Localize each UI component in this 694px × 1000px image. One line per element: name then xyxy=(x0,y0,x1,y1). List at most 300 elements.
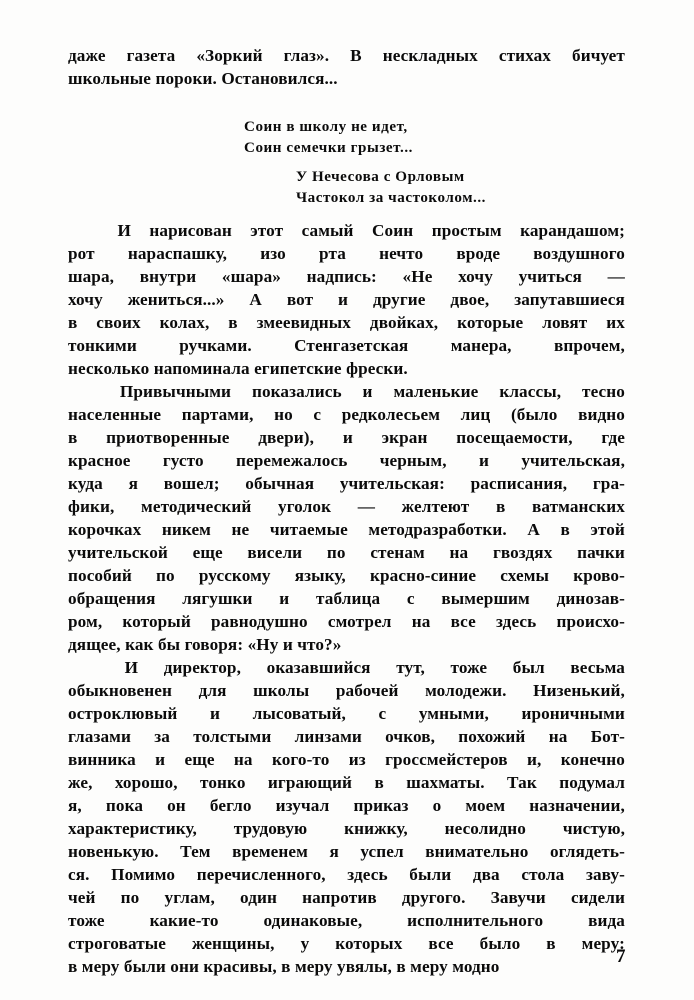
word: моем xyxy=(465,796,506,815)
word: — xyxy=(357,497,376,516)
word: о xyxy=(432,796,442,815)
word: книжку, xyxy=(344,819,408,838)
word: назначении, xyxy=(529,796,625,815)
word: языку, xyxy=(294,566,346,585)
word: фрески. xyxy=(346,359,408,378)
word: трудовую xyxy=(233,819,308,838)
word: стенам xyxy=(370,543,425,562)
word: лысоватый, xyxy=(252,704,346,723)
word: другого. xyxy=(401,888,466,907)
word: русскому xyxy=(198,566,271,585)
word: же, xyxy=(68,773,93,792)
word: линзами xyxy=(294,727,362,746)
word: (было xyxy=(510,405,558,424)
text-line xyxy=(68,679,625,702)
word: и xyxy=(342,428,353,447)
word: вот xyxy=(286,290,314,309)
word: учиться xyxy=(518,267,582,286)
word: — xyxy=(607,267,625,286)
word: методический xyxy=(141,497,252,516)
word: исполнительного xyxy=(407,911,544,930)
word: играющий xyxy=(267,773,353,792)
word: самый xyxy=(301,221,354,240)
word: в xyxy=(546,934,556,953)
word: читаемые xyxy=(269,520,348,539)
text-line xyxy=(68,311,625,334)
word: здесь xyxy=(495,612,537,631)
word: красное xyxy=(68,451,131,470)
word: и xyxy=(282,635,293,654)
word: что?» xyxy=(297,635,342,654)
word: где xyxy=(601,428,625,447)
word: В xyxy=(350,46,362,65)
word: другие xyxy=(372,290,426,309)
word: шара, xyxy=(68,267,115,286)
word: вроде xyxy=(456,244,501,263)
word: и xyxy=(155,750,166,769)
word: газета xyxy=(126,46,176,65)
word: рабочей xyxy=(335,681,399,700)
paragraph-indent xyxy=(68,380,99,403)
verse-line: Соин семечки грызет... xyxy=(244,140,413,156)
word: красно-синие xyxy=(369,566,477,585)
word: А xyxy=(249,290,262,309)
word: молодежи. xyxy=(425,681,507,700)
word: «шара» xyxy=(221,267,281,286)
word: равнодушно xyxy=(210,612,308,631)
text-line xyxy=(68,748,625,771)
word: с xyxy=(313,405,322,424)
word: в xyxy=(68,957,78,976)
word: винника xyxy=(68,750,136,769)
word: схемы xyxy=(500,566,550,585)
word: своих xyxy=(96,313,141,332)
word: напоминала xyxy=(153,359,250,378)
word: двери), xyxy=(258,428,315,447)
word: происхо- xyxy=(556,612,625,631)
word: воздушного xyxy=(533,244,625,263)
word: чей xyxy=(68,888,96,907)
text-line xyxy=(68,242,625,265)
word: экран xyxy=(381,428,428,447)
word: бы xyxy=(157,635,181,654)
paragraph-drawing xyxy=(68,219,625,380)
word: манера, xyxy=(450,336,512,355)
word: новенькую. xyxy=(68,842,159,861)
text-line xyxy=(68,472,625,495)
word: приказ xyxy=(353,796,409,815)
word: не xyxy=(231,520,250,539)
word: колах, xyxy=(159,313,210,332)
word: успел xyxy=(360,842,404,861)
word: даже xyxy=(68,46,106,65)
word: бегло xyxy=(209,796,252,815)
word: Соин xyxy=(372,221,414,240)
verse-line: Соин в школу не идет, xyxy=(244,119,408,135)
word: тоже xyxy=(450,658,488,677)
word: ром, xyxy=(68,612,103,631)
word: как xyxy=(125,635,154,654)
word: Помимо xyxy=(111,865,176,884)
word: еще xyxy=(192,543,223,562)
word: изо xyxy=(260,244,286,263)
word: какие-то xyxy=(149,911,219,930)
word: строговатые xyxy=(68,934,166,953)
text-line xyxy=(68,840,625,863)
word: фики, xyxy=(68,497,115,516)
text-line xyxy=(68,886,625,909)
word: подумал xyxy=(559,773,625,792)
word: крово- xyxy=(573,566,625,585)
word: И xyxy=(124,658,139,677)
word: говоря: xyxy=(184,635,244,654)
word: змеевидных xyxy=(256,313,352,332)
text-line xyxy=(68,656,625,679)
verse-line: Частокол за частоколом... xyxy=(296,190,487,206)
word: я xyxy=(128,474,138,493)
word: карандашом; xyxy=(520,221,625,240)
text-line xyxy=(68,587,625,610)
word: одинаковые, xyxy=(263,911,363,930)
word: простым xyxy=(431,221,502,240)
word: двое, xyxy=(450,290,490,309)
word: лиц xyxy=(460,405,491,424)
word: которых xyxy=(335,934,403,953)
text-line xyxy=(68,932,625,955)
word: и xyxy=(210,704,221,723)
word: хочу xyxy=(458,267,493,286)
text-line xyxy=(68,817,625,840)
word: желтеют xyxy=(401,497,470,516)
word: редколесьем xyxy=(341,405,441,424)
word: и xyxy=(279,589,290,608)
word: по xyxy=(326,543,346,562)
word: из xyxy=(348,750,366,769)
word: хочу xyxy=(68,290,103,309)
text-line xyxy=(68,564,625,587)
word: тонко xyxy=(200,773,246,792)
word: корочках xyxy=(68,520,142,539)
word: тесно xyxy=(582,382,625,401)
word: меру: xyxy=(581,934,625,953)
word: оглядеть- xyxy=(549,842,625,861)
word: он xyxy=(167,796,186,815)
word: у xyxy=(300,934,310,953)
verse-line: У Нечесова с Орловым xyxy=(296,169,465,185)
word: Так xyxy=(507,773,537,792)
word: перемежалось xyxy=(235,451,348,470)
word: в xyxy=(228,313,238,332)
word: на xyxy=(233,750,253,769)
word: углам, xyxy=(164,888,215,907)
body-text xyxy=(68,219,625,978)
word: этой xyxy=(590,520,625,539)
word: рот xyxy=(68,244,95,263)
word: нечто xyxy=(379,244,424,263)
word: Тем xyxy=(180,842,211,861)
word: в xyxy=(374,773,384,792)
verse-soin xyxy=(244,117,413,159)
word: нескладных xyxy=(382,46,478,65)
word: хорошо, xyxy=(114,773,178,792)
word: за xyxy=(154,727,170,746)
text-line xyxy=(68,610,625,633)
word: временем xyxy=(232,842,308,861)
word: директор, xyxy=(163,658,241,677)
word: никем xyxy=(161,520,211,539)
word: ловят xyxy=(542,313,588,332)
word: ватманских xyxy=(531,497,625,516)
word: глазами xyxy=(68,727,131,746)
word: кого-то xyxy=(271,750,330,769)
word: Привычными xyxy=(119,382,232,401)
word: учительская, xyxy=(521,451,625,470)
word: и xyxy=(338,290,349,309)
paragraph-indent xyxy=(68,656,99,679)
word: густо xyxy=(162,451,204,470)
text-line xyxy=(68,403,625,426)
text-line xyxy=(68,265,625,288)
paragraph-indent xyxy=(68,219,99,242)
word: учительская: xyxy=(339,474,445,493)
word: в xyxy=(68,428,78,447)
word: египетские xyxy=(254,359,342,378)
word: все xyxy=(450,612,476,631)
word: лягушки xyxy=(182,589,253,608)
word: тонкими xyxy=(68,336,137,355)
word: обращения xyxy=(68,589,156,608)
word: черным, xyxy=(379,451,447,470)
word: ручками. xyxy=(179,336,252,355)
word: и xyxy=(362,382,373,401)
word: глаз». xyxy=(283,46,330,65)
word: вымершим xyxy=(441,589,530,608)
word: модно xyxy=(452,957,500,976)
word: жениться...» xyxy=(127,290,225,309)
text-line xyxy=(68,380,625,403)
word: А xyxy=(527,520,540,539)
word: но xyxy=(274,405,293,424)
paragraph-director xyxy=(68,656,625,978)
word: были xyxy=(123,957,166,976)
word: вошел; xyxy=(163,474,220,493)
word: куда xyxy=(68,474,103,493)
word: этот xyxy=(250,221,284,240)
word: Остановился... xyxy=(221,69,338,88)
word: заву- xyxy=(585,865,625,884)
text-line xyxy=(68,702,625,725)
word: были xyxy=(409,865,452,884)
word: меру xyxy=(294,957,333,976)
word: был xyxy=(512,658,545,677)
text-line xyxy=(68,357,625,380)
word: гроссмейстеров xyxy=(385,750,508,769)
word: остроклювый xyxy=(68,704,178,723)
word: на xyxy=(411,612,431,631)
text-line xyxy=(68,518,625,541)
word: они xyxy=(170,957,199,976)
word: умными, xyxy=(418,704,489,723)
word: стихах xyxy=(498,46,551,65)
word: с xyxy=(406,589,415,608)
text-line xyxy=(68,67,625,90)
text-line xyxy=(68,725,625,748)
word: И xyxy=(117,221,131,240)
word: тоже xyxy=(68,911,105,930)
word: и, xyxy=(527,750,542,769)
word: два xyxy=(472,865,500,884)
word: школы xyxy=(253,681,310,700)
word: перечисленного, xyxy=(196,865,326,884)
word: Бот- xyxy=(590,727,625,746)
word: напротив xyxy=(302,888,377,907)
word: запутавшиеся xyxy=(514,290,625,309)
word: в xyxy=(68,313,78,332)
word: один xyxy=(240,888,278,907)
word: посещаемости, xyxy=(456,428,573,447)
text-line xyxy=(68,541,625,564)
word: обыкновенен xyxy=(68,681,173,700)
word: расписания, xyxy=(470,474,568,493)
word: весьма xyxy=(570,658,625,677)
word: пока xyxy=(105,796,144,815)
word: все xyxy=(428,934,454,953)
word: в xyxy=(560,520,570,539)
word: я xyxy=(329,842,339,861)
word: чистую, xyxy=(562,819,625,838)
word: красивы, xyxy=(203,957,277,976)
word: гра- xyxy=(592,474,625,493)
word: на xyxy=(449,543,469,562)
word: надпись: xyxy=(306,267,377,286)
word: шахматы. xyxy=(406,773,485,792)
word: в xyxy=(396,957,406,976)
word: приотворенные xyxy=(106,428,230,447)
text-line xyxy=(68,288,625,311)
word: конечно xyxy=(560,750,625,769)
word: нарисован xyxy=(149,221,232,240)
word: на xyxy=(548,727,568,746)
text-line xyxy=(68,909,625,932)
word: динозав- xyxy=(556,589,625,608)
word: несколько xyxy=(68,359,150,378)
word: Стенгазетская xyxy=(294,336,409,355)
text-line xyxy=(68,334,625,357)
text-line xyxy=(68,794,625,817)
word: школьные xyxy=(68,69,152,88)
word: вида xyxy=(588,911,625,930)
word: висели xyxy=(247,543,303,562)
word: женщины, xyxy=(191,934,275,953)
verse-nechesov xyxy=(296,167,486,209)
word: оказавшийся xyxy=(266,658,371,677)
word: таблица xyxy=(316,589,381,608)
word: обычная xyxy=(245,474,315,493)
word: пачки xyxy=(577,543,625,562)
word: сидели xyxy=(570,888,625,907)
word: для xyxy=(198,681,227,700)
word: было xyxy=(479,934,521,953)
word: «Зоркий xyxy=(196,46,263,65)
text-line xyxy=(68,449,625,472)
word: методразработки. xyxy=(368,520,507,539)
word: бичует xyxy=(572,46,625,65)
text-line xyxy=(68,219,625,242)
text-line xyxy=(68,771,625,794)
word: пороки. xyxy=(155,69,217,88)
word: рта xyxy=(319,244,346,263)
word: «Не xyxy=(402,267,433,286)
word: впрочем, xyxy=(553,336,625,355)
word: маленькие xyxy=(393,382,479,401)
word: стола xyxy=(521,865,565,884)
word: по xyxy=(156,566,175,585)
text-line xyxy=(68,863,625,886)
word: я, xyxy=(68,796,82,815)
page-number: 7 xyxy=(616,946,626,967)
word: учительской xyxy=(68,543,168,562)
word: внимательно xyxy=(425,842,529,861)
word: Низенький, xyxy=(533,681,625,700)
word: смотрел xyxy=(327,612,392,631)
paragraph-classrooms xyxy=(68,380,625,656)
word: «Ну xyxy=(247,635,279,654)
word: тут, xyxy=(396,658,425,677)
word: толстыми xyxy=(193,727,272,746)
word: похожий xyxy=(458,727,526,746)
text-line xyxy=(68,495,625,518)
word: уголок xyxy=(278,497,332,516)
word: еще xyxy=(184,750,215,769)
word: ся. xyxy=(68,865,90,884)
word: меру xyxy=(81,957,120,976)
word: дящее, xyxy=(68,635,121,654)
word: меру xyxy=(410,957,448,976)
word: характеристику, xyxy=(68,819,197,838)
word: изучал xyxy=(275,796,330,815)
text-line xyxy=(68,955,625,978)
word: ироничными xyxy=(521,704,625,723)
word: пособий xyxy=(68,566,132,585)
word: увялы, xyxy=(337,957,392,976)
word: внутри xyxy=(139,267,197,286)
word: показались xyxy=(251,382,342,401)
word: в xyxy=(281,957,291,976)
word: Завучи xyxy=(490,888,546,907)
text-line xyxy=(68,44,625,67)
word: видно xyxy=(578,405,625,424)
word: партами, xyxy=(181,405,254,424)
text-line xyxy=(68,633,625,656)
word: очков, xyxy=(385,727,436,746)
word: который xyxy=(122,612,191,631)
word: нараспашку, xyxy=(127,244,228,263)
word: двойках, xyxy=(369,313,439,332)
word: классы, xyxy=(499,382,562,401)
word: гвоздях xyxy=(492,543,553,562)
word: несолидно xyxy=(444,819,526,838)
text-line xyxy=(68,426,625,449)
word: здесь xyxy=(347,865,388,884)
word: и xyxy=(478,451,489,470)
word: по xyxy=(120,888,140,907)
word: их xyxy=(606,313,625,332)
word: в xyxy=(495,497,506,516)
word: населенные xyxy=(68,405,162,424)
opening-paragraph xyxy=(68,44,625,90)
word: которые xyxy=(457,313,524,332)
word: с xyxy=(378,704,387,723)
